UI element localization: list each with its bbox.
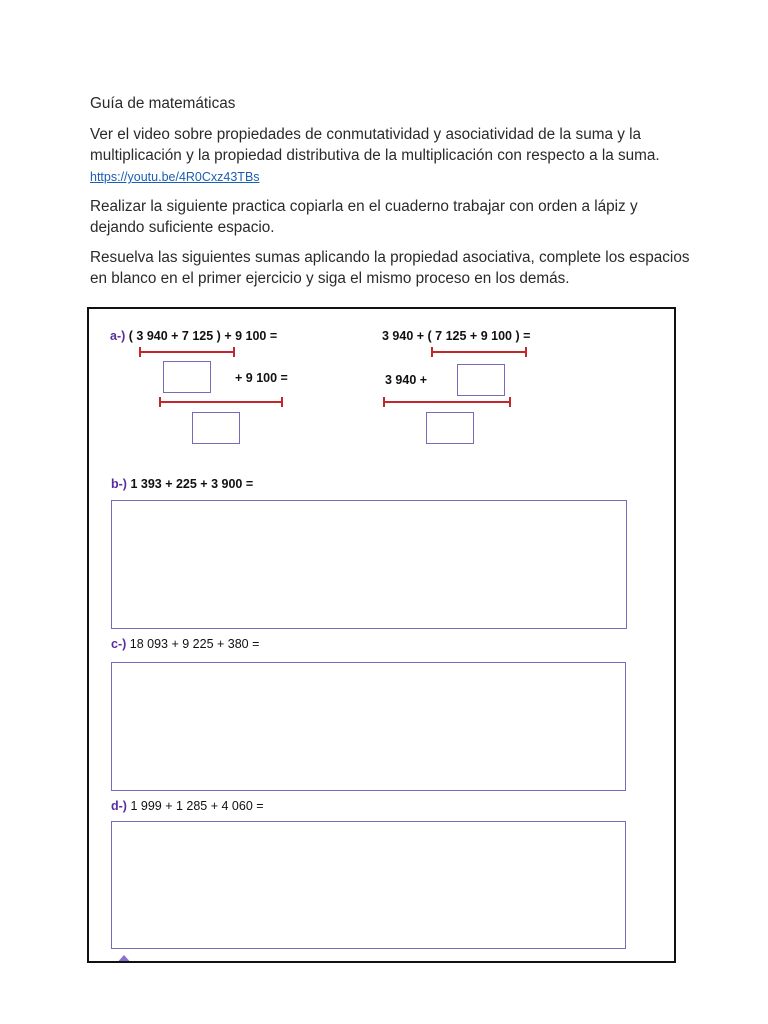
answer-box-a-left-1[interactable] xyxy=(163,361,211,393)
answer-box-a-right-1[interactable] xyxy=(457,364,505,396)
work-area-b[interactable] xyxy=(111,500,627,629)
exercise-b-letter: b-) xyxy=(111,477,127,491)
decorative-star-icon xyxy=(115,955,133,963)
exercise-a-right-expr: 3 940 + ( 7 125 + 9 100 ) = xyxy=(382,329,531,343)
answer-box-a-right-2[interactable] xyxy=(426,412,474,444)
instruction-exercises: Resuelva las siguientes sumas aplicando la propiedad asociativa, complete los espacios en blanco en el primer ejercicio y siga el mismo proceso en los demás. xyxy=(90,249,690,287)
bracket-bar-a-left-2 xyxy=(159,401,283,403)
exercise-a-letter: a-) xyxy=(110,329,126,343)
bracket-bar-a-right-2 xyxy=(383,401,511,403)
exercise-a-label xyxy=(110,329,277,343)
exercise-d-letter: d-) xyxy=(111,799,127,813)
answer-box-a-left-2[interactable] xyxy=(192,412,240,444)
exercise-d-expr: 1 999 + 1 285 + 4 060 = xyxy=(130,799,264,813)
exercise-a-rest: + 9 100 = xyxy=(224,329,278,343)
bracket-bar-a-left-1 xyxy=(139,351,235,353)
video-link[interactable]: https://youtu.be/4R0Cxz43TBs xyxy=(90,170,260,184)
intro-paragraph xyxy=(90,124,690,188)
exercise-b-label xyxy=(111,477,253,491)
intro-text: Ver el video sobre propiedades de conmutatividad y asociatividad de la suma y la multiplicación y la propiedad distributiva de la multiplicación con respecto a la suma. xyxy=(90,126,660,164)
exercise-c-expr: 18 093 + 9 225 + 380 = xyxy=(129,637,260,651)
exercise-a-left-step: + 9 100 = xyxy=(235,371,288,385)
work-area-d[interactable] xyxy=(111,821,626,949)
worksheet-frame xyxy=(87,307,676,963)
exercise-c-letter: c-) xyxy=(111,637,127,651)
document-title: Guía de matemáticas xyxy=(90,95,236,112)
exercise-a-grouped: ( 3 940 + 7 125 ) xyxy=(128,329,221,343)
instruction-practice: Realizar la siguiente practica copiarla en el cuaderno trabajar con orden a lápiz y dejando suficiente espacio. xyxy=(90,198,638,236)
exercise-b-expr: 1 393 + 225 + 3 900 = xyxy=(130,477,254,491)
exercise-a-right-step: 3 940 + xyxy=(385,373,428,387)
exercise-d-label xyxy=(111,799,264,813)
exercise-c-label xyxy=(111,637,259,651)
bracket-bar-a-right-1 xyxy=(431,351,527,353)
work-area-c[interactable] xyxy=(111,662,626,791)
